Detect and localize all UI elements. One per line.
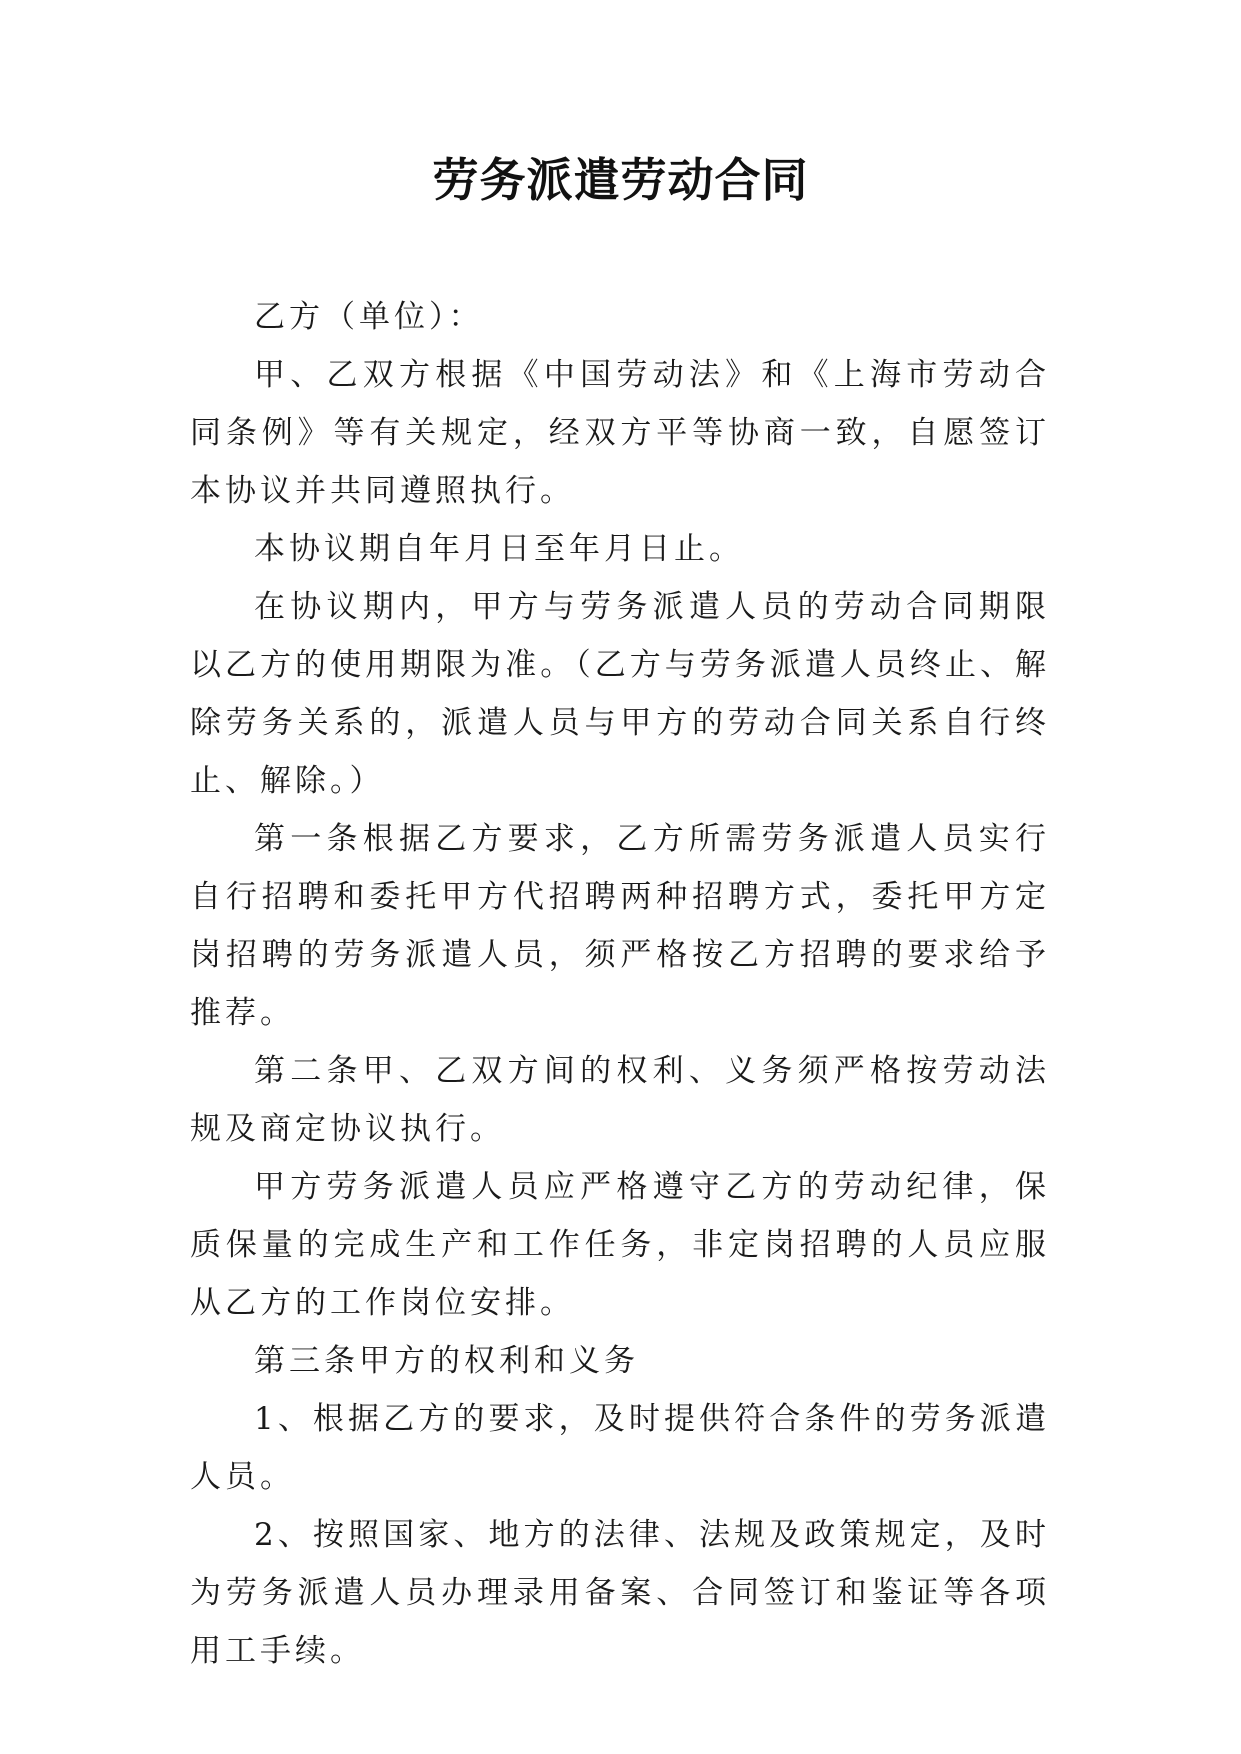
document-body <box>190 288 1050 1680</box>
article-3-item-2: 2、按照国家、地方的法律、法规及政策规定，及时为劳务派遣人员办理录用备案、合同签订和鉴证等各项用工手续。 <box>190 1517 1050 1669</box>
article-3-item-1: 1、根据乙方的要求，及时提供符合条件的劳务派遣人员。 <box>190 1401 1050 1495</box>
document-title: 劳务派遣劳动合同 <box>432 153 809 207</box>
discipline-paragraph: 甲方劳务派遣人员应严格遵守乙方的劳动纪律，保质保量的完成生产和工作任务，非定岗招聘的人员应服从乙方的工作岗位安排。 <box>190 1169 1050 1321</box>
article-1-paragraph: 第一条根据乙方要求，乙方所需劳务派遣人员实行自行招聘和委托甲方代招聘两种招聘方式，委托甲方定岗招聘的劳务派遣人员，须严格按乙方招聘的要求给予推荐。 <box>190 821 1050 1031</box>
article-2-paragraph: 第二条甲、乙双方间的权利、义务须严格按劳动法规及商定协议执行。 <box>190 1053 1050 1147</box>
preamble-paragraph: 甲、乙双方根据《中国劳动法》和《上海市劳动合同条例》等有关规定，经双方平等协商一致，自愿签订本协议并共同遵照执行。 <box>190 357 1050 509</box>
article-3-heading: 第三条甲方的权利和义务 <box>254 1343 639 1379</box>
term-paragraph: 本协议期自年月日至年月日止。 <box>254 531 744 567</box>
contract-period-paragraph: 在协议期内，甲方与劳务派遣人员的劳动合同期限以乙方的使用期限为准。（乙方与劳务派遣人员终止、解除劳务关系的，派遣人员与甲方的劳动合同关系自行终止、解除。） <box>190 589 1050 799</box>
party-b-line: 乙方（单位）： <box>254 299 484 335</box>
